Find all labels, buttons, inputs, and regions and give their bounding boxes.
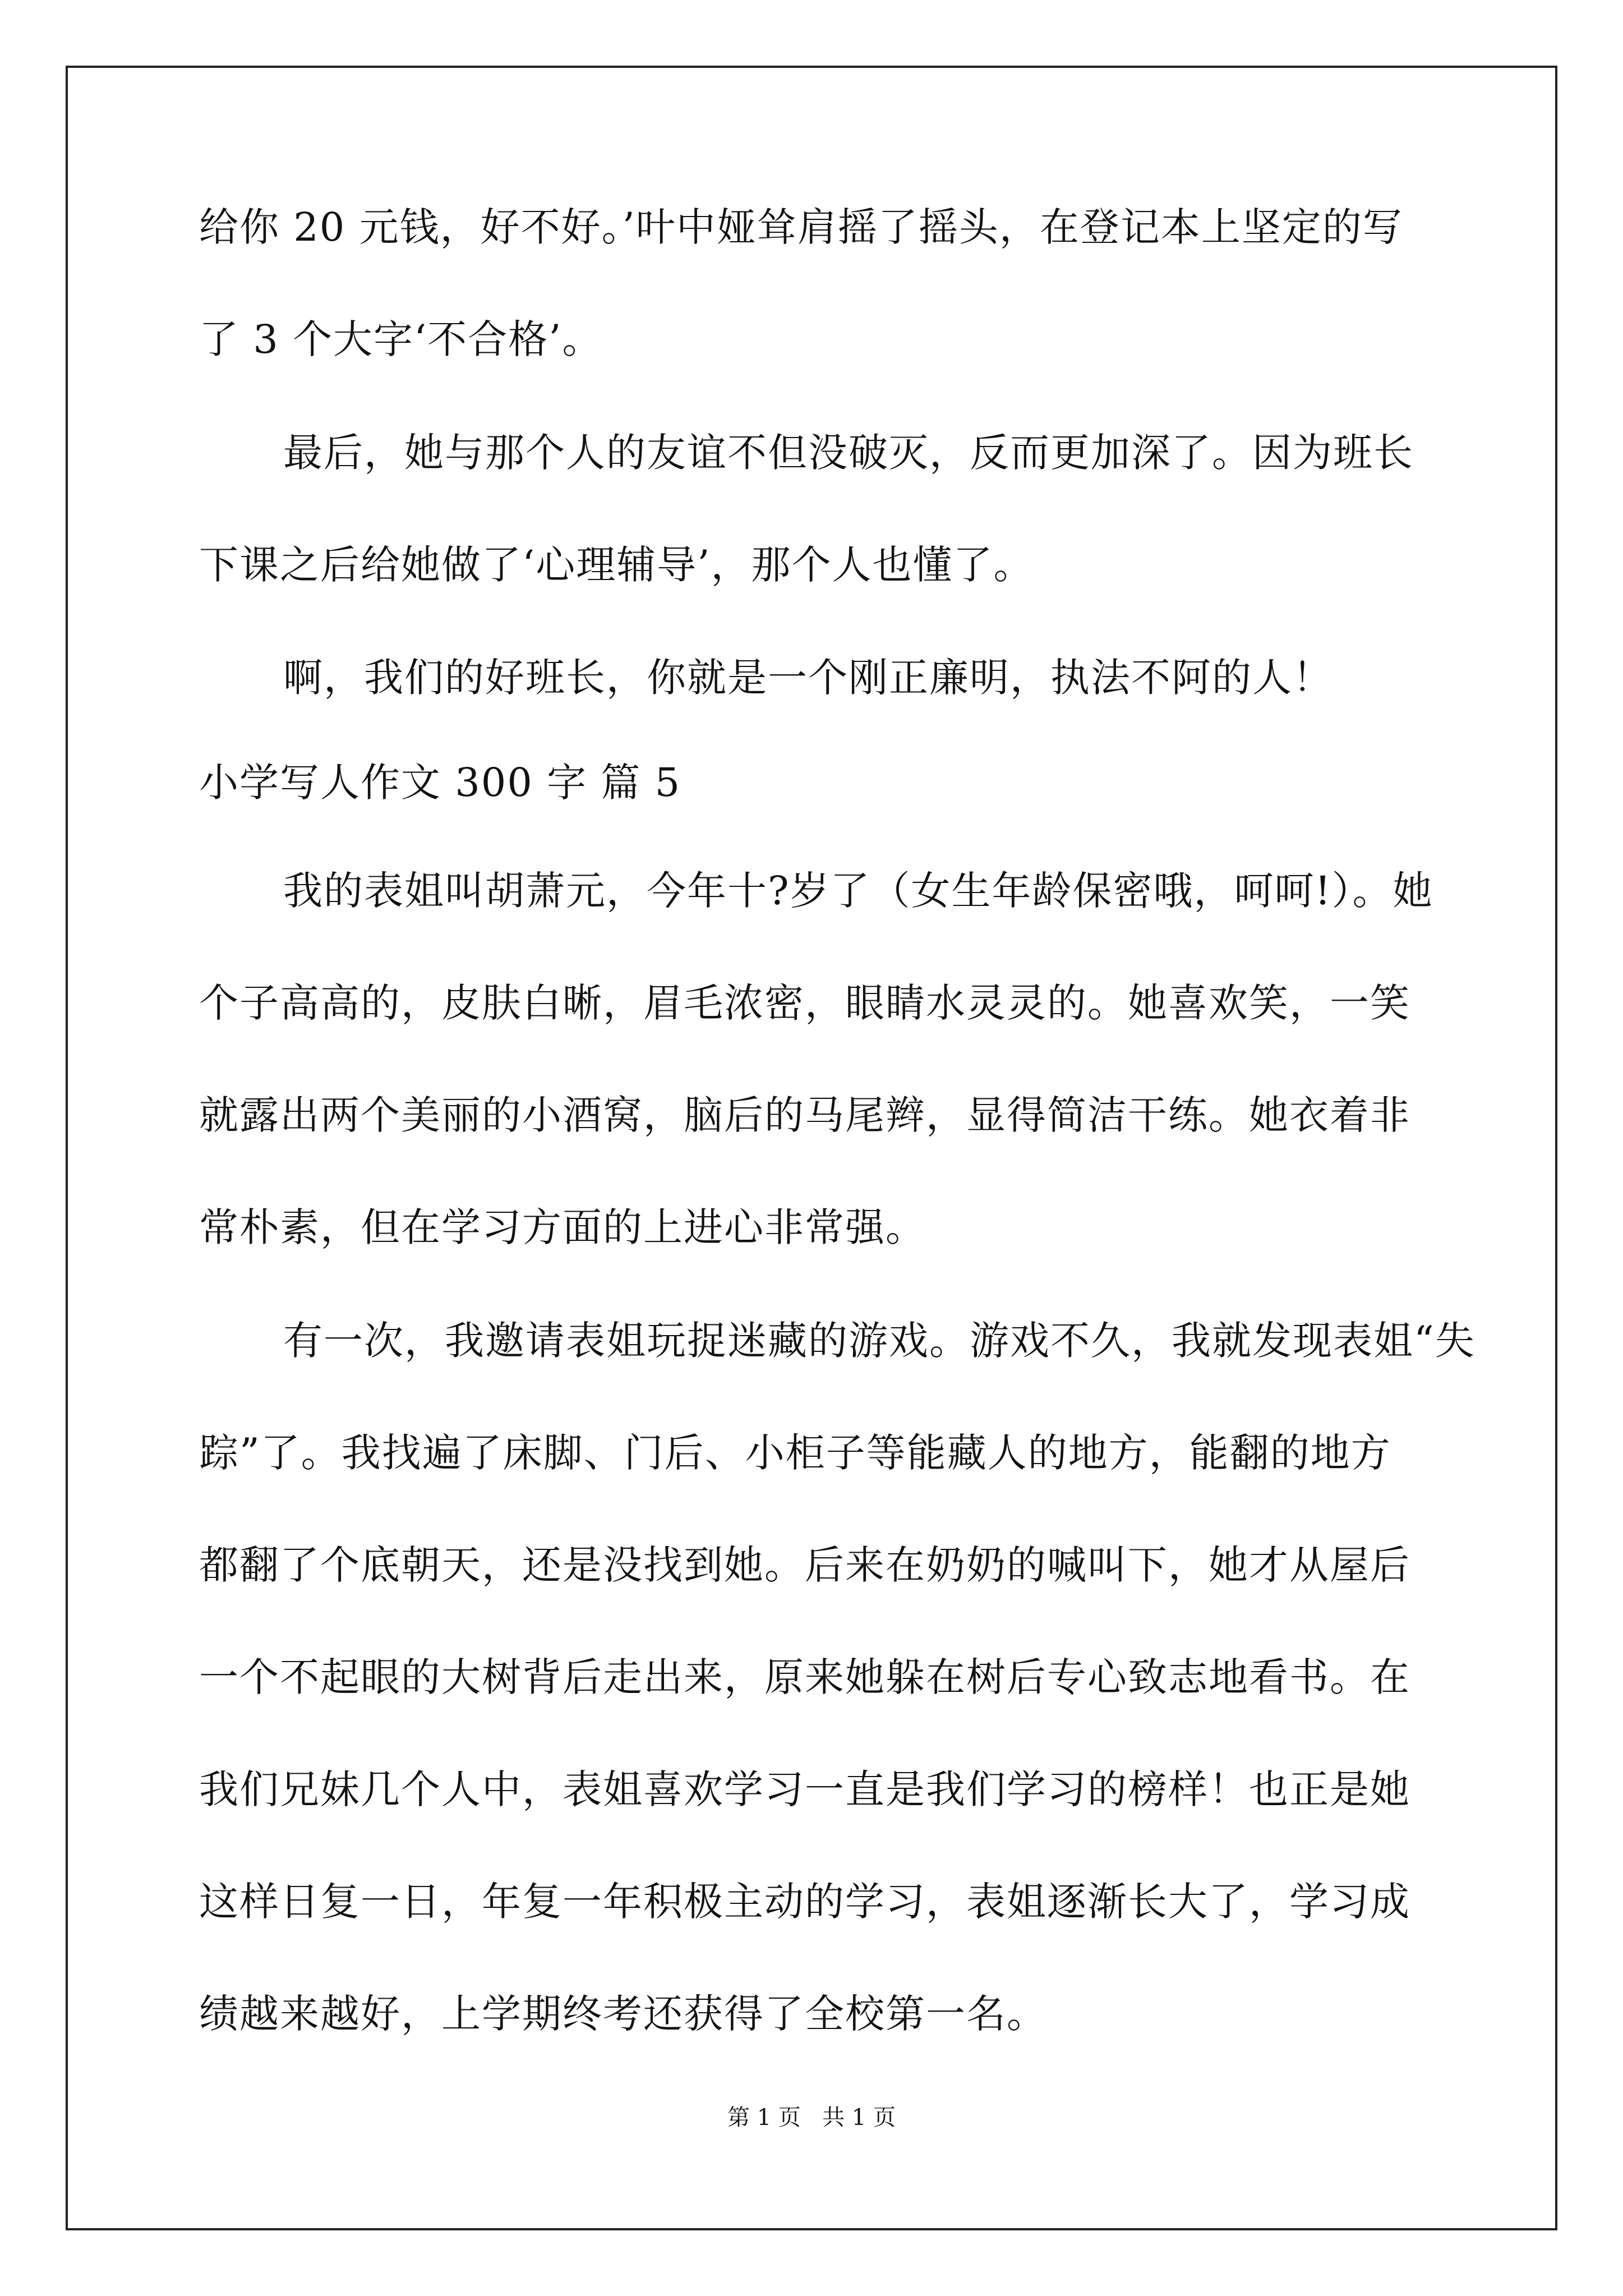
paragraph-6-line-7: 绩越来越好，上学期终考还获得了全校第一名。 [199, 1991, 1047, 2037]
paragraph-6-line-1: 有一次，我邀请表姐玩捉迷藏的游戏。游戏不久，我就发现表姐“失 [283, 1318, 1476, 1364]
paragraph-6-line-2: 踪”了。我找遍了床脚、门后、小柜子等能藏人的地方，能翻的地方 [199, 1430, 1391, 1476]
paragraph-3-line-1: 啊，我们的好班长，你就是一个刚正廉明，执法不阿的人！ [283, 655, 1333, 701]
paragraph-5-line-3: 就露出两个美丽的小酒窝，脑后的马尾辫，显得简洁干练。她衣着非 [199, 1092, 1410, 1138]
paragraph-2-line-2: 下课之后给她做了‘心理辅导’，那个人也懂了。 [199, 542, 1034, 588]
paragraph-1-line-1: 给你 20 元钱，好不好。’叶中娅耸肩摇了摇头，在登记本上坚定的写 [199, 204, 1403, 250]
paragraph-5-line-4: 常朴素，但在学习方面的上进心非常强。 [199, 1204, 926, 1250]
paragraph-6-line-6: 这样日复一日，年复一年积极主动的学习，表姐逐渐长大了，学习成 [199, 1879, 1410, 1925]
paragraph-1-line-2: 了 3 个大字‘不合格’。 [199, 316, 603, 362]
section-heading: 小学写人作文 300 字 篇 5 [199, 760, 681, 806]
paragraph-2-line-1: 最后，她与那个人的友谊不但没破灭，反而更加深了。因为班长 [283, 430, 1414, 476]
paragraph-6-line-3: 都翻了个底朝天，还是没找到她。后来在奶奶的喊叫下，她才从屋后 [199, 1542, 1410, 1588]
paragraph-6-line-5: 我们兄妹几个人中，表姐喜欢学习一直是我们学习的榜样！也正是她 [199, 1766, 1410, 1812]
paragraph-5-line-1: 我的表姐叫胡萧元，今年十?岁了（女生年龄保密哦，呵呵!）。她 [283, 868, 1433, 914]
page-footer: 第 1 页 共 1 页 [727, 2105, 896, 2131]
paragraph-6-line-4: 一个不起眼的大树背后走出来，原来她躲在树后专心致志地看书。在 [199, 1654, 1410, 1700]
paragraph-5-line-2: 个子高高的，皮肤白晰，眉毛浓密，眼睛水灵灵的。她喜欢笑，一笑 [199, 980, 1410, 1026]
